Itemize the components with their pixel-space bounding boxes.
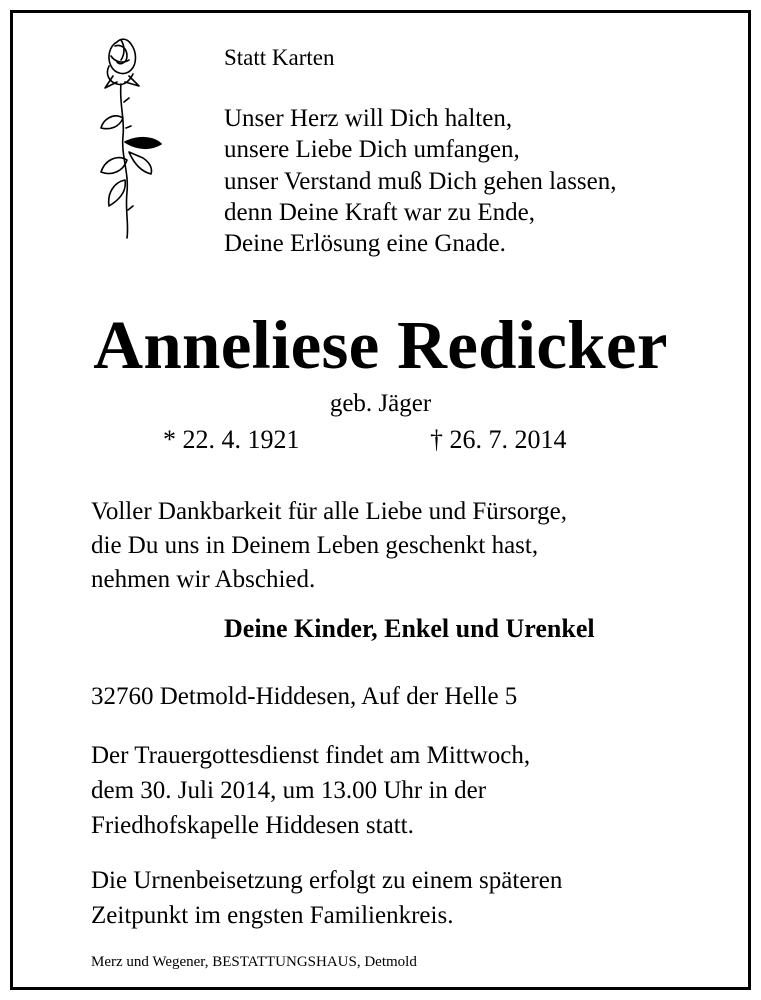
thanks-line: Voller Dankbarkeit für alle Liebe und Fürsorge,: [91, 498, 568, 525]
urn-line: Zeitpunkt im engsten Familienkreis.: [91, 902, 454, 929]
intro-text: Statt Karten: [224, 45, 335, 70]
family-signature: Deine Kinder, Enkel und Urenkel: [224, 614, 595, 643]
deceased-name: Anneliese Redicker: [93, 307, 668, 383]
poem: [224, 103, 617, 259]
birth-date: * 22. 4. 1921: [163, 425, 300, 454]
poem-line: unser Verstand muß Dich gehen lassen,: [224, 167, 617, 195]
urn-line: Die Urnenbeisetzung erfolgt zu einem späteren: [91, 867, 563, 894]
service-line: Der Trauergottesdienst findet am Mittwoch,: [91, 742, 531, 769]
thanks-line: nehmen wir Abschied.: [91, 566, 316, 593]
rose-icon: [95, 32, 173, 240]
poem-line: unsere Liebe Dich umfangen,: [224, 136, 520, 164]
death-date: † 26. 7. 2014: [430, 425, 567, 454]
service-line: Friedhofskapelle Hiddesen statt.: [91, 812, 414, 839]
poem-line: Unser Herz will Dich halten,: [224, 105, 513, 132]
birth-name: geb. Jäger: [329, 390, 432, 417]
service-line: dem 30. Juli 2014, um 13.00 Uhr in der: [91, 777, 487, 804]
urn-text: [91, 863, 562, 933]
footer-funeral-home: Merz und Wegener, BESTATTUNGSHAUS, Detmold: [91, 954, 417, 970]
thanks-text: [91, 495, 567, 597]
thanks-line: die Du uns in Deinem Leben geschenkt hast,: [91, 532, 539, 559]
poem-line: denn Deine Kraft war zu Ende,: [224, 198, 535, 226]
poem-line: Deine Erlösung eine Gnade.: [224, 230, 506, 258]
address-text: 32760 Detmold-Hiddesen, Auf der Helle 5: [91, 683, 518, 710]
service-text: [91, 738, 530, 843]
